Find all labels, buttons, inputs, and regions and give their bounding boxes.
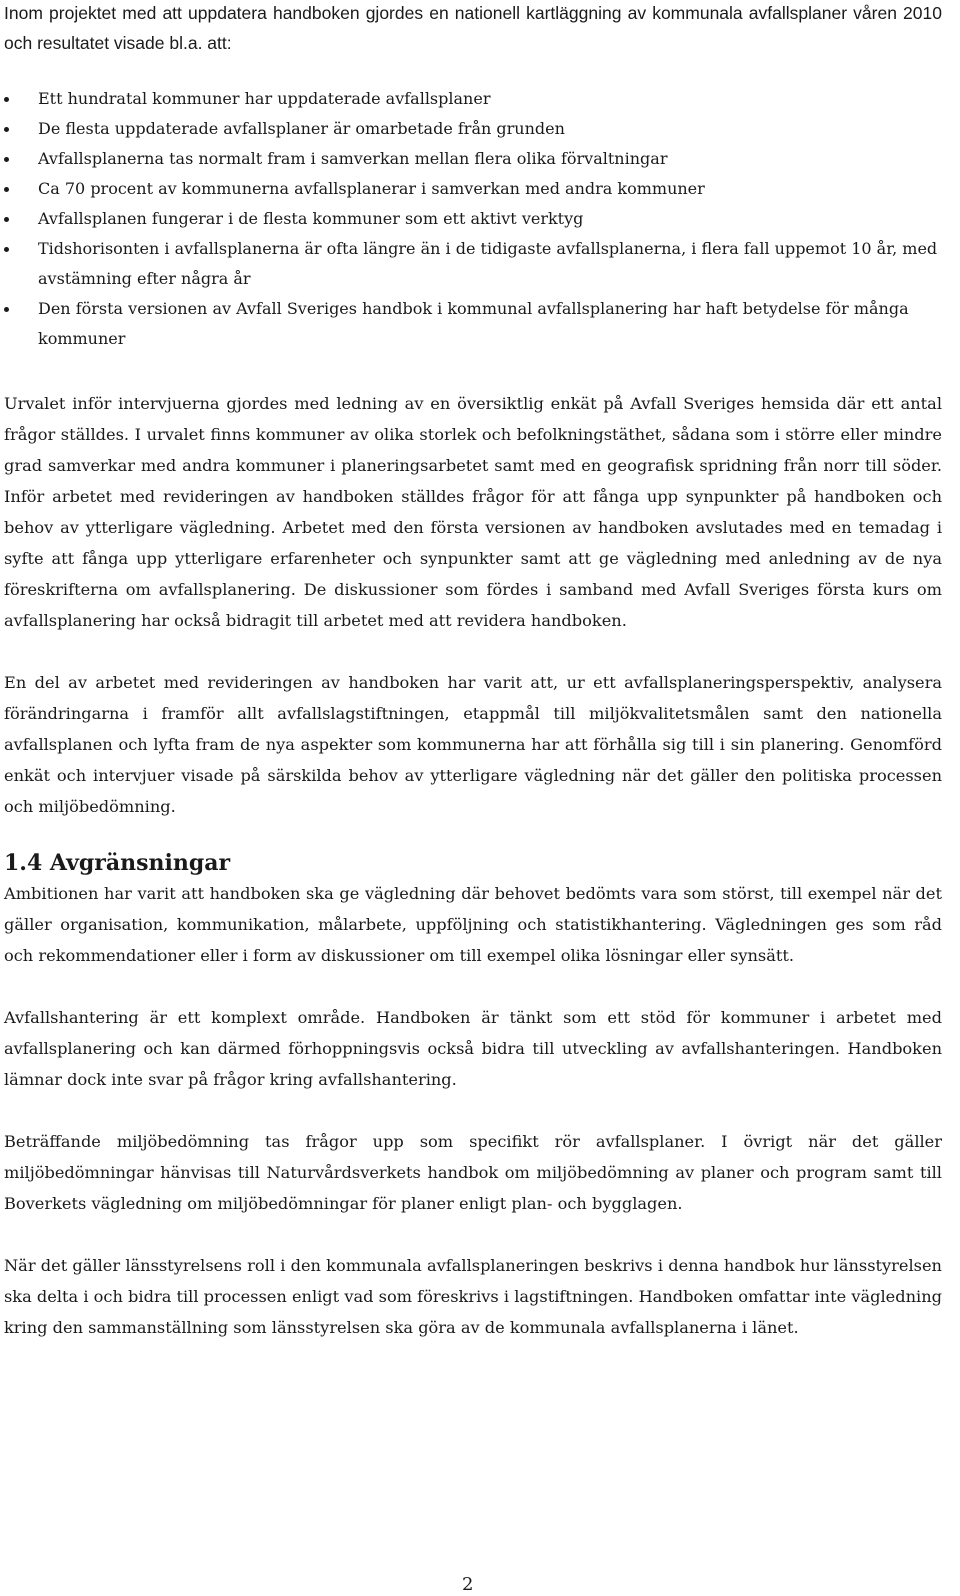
scope-paragraph-4: När det gäller länsstyrelsens roll i den kommunala avfallsplaneringen beskrivs i denna handbok hur länsstyrelsen ska delta i och bidra till processen enligt vad som föreskrivs i lagstiftningen. Handboken omfattar inte vägledning kring den sammanställning som länsstyrelsen ska göra av de kommunala avfallsplanerna i länet. xyxy=(4,1256,942,1337)
list-item xyxy=(4,294,942,354)
urvalet-paragraph: Urvalet inför intervjuerna gjordes med ledning av en översiktlig enkät på Avfall Sveriges hemsida där ett antal frågor ställdes. I urvalet finns kommuner av olika storlek och befolkningstäthet, sådana som i större eller mindre grad samverkar med andra kommuner i planeringsarbetet samt med en geografisk spridning från norr till söder. Inför arbetet med revideringen av handboken ställdes frågor för att fånga upp synpunkter på handboken och behov av ytterligare vägledning. Arbetet med den första versionen av handboken avslutades med en temadag i syfte att fånga upp ytterligare erfarenheter och synpunkter samt att ge vägledning med anledning av de nya föreskrifterna om avfallsplanering. De diskussioner som fördes i samband med Avfall Sveriges första kurs om avfallsplanering har också bidragit till arbetet med att revidera handboken. xyxy=(4,394,942,630)
bullet-icon xyxy=(4,307,9,312)
bullet-icon xyxy=(4,187,9,192)
findings-list xyxy=(4,84,942,354)
list-item xyxy=(4,234,942,294)
bullet-icon xyxy=(4,217,9,222)
bullet-icon xyxy=(4,157,9,162)
list-item-text: Tidshorisonten i avfallsplanerna är ofta längre än i de tidigaste avfallsplanerna, i flera fall uppemot 10 år, med avstämning efter några år xyxy=(38,239,938,288)
scope-paragraph-2: Avfallshantering är ett komplext område. Handboken är tänkt som ett stöd för kommuner i arbetet med avfallsplanering och kan därmed förhoppningsvis också bidra till utveckling av avfallshanteringen. Handboken lämnar dock inte svar på frågor kring avfallshantering. xyxy=(4,1008,942,1089)
bullet-icon xyxy=(4,97,9,102)
scope-paragraph-1: Ambitionen har varit att handboken ska ge vägledning där behovet bedömts vara som störst, till exempel när det gäller organisation, kommunikation, målarbete, uppföljning och statistikhantering. Vägledningen ges som råd och rekommendationer eller i form av diskussioner om till exempel olika lösningar eller synsätt. xyxy=(4,884,942,965)
bullet-icon xyxy=(4,247,9,252)
list-item-text: Avfallsplanerna tas normalt fram i samverkan mellan flera olika förvaltningar xyxy=(38,149,668,168)
list-item xyxy=(4,174,942,204)
list-item-text: Ca 70 procent av kommunerna avfallsplanerar i samverkan med andra kommuner xyxy=(38,179,705,198)
section-heading: 1.4 Avgränsningar xyxy=(4,850,231,876)
scope-paragraph-3: Beträffande miljöbedömning tas frågor upp som specifikt rör avfallsplaner. I övrigt när det gäller miljöbedömningar hänvisas till Naturvårdsverkets handbok om miljöbedömning av planer och program samt till Boverkets vägledning om miljöbedömningar för planer enligt plan- och bygglagen. xyxy=(4,1132,942,1213)
list-item-text: Ett hundratal kommuner har uppdaterade avfallsplaner xyxy=(38,89,491,108)
list-item xyxy=(4,114,942,144)
intro-paragraph: Inom projektet med att uppdatera handboken gjordes en nationell kartläggning av kommunala avfallsplaner våren 2010 och resultatet visade bl.a. att: xyxy=(4,3,942,53)
page-number: 2 xyxy=(462,1574,474,1595)
revision-paragraph: En del av arbetet med revideringen av handboken har varit att, ur ett avfallsplaneringsperspektiv, analysera förändringarna i framför allt avfallslagstiftningen, etappmål till miljökvalitetsmålen samt den nationella avfallsplanen och lyfta fram de nya aspekter som kommunerna har att förhålla sig till i sin planering. Genomförd enkät och intervjuer visade på särskilda behov av ytterligare vägledning när det gäller den politiska processen och miljöbedömning. xyxy=(4,673,942,816)
list-item xyxy=(4,144,942,174)
list-item-text: De flesta uppdaterade avfallsplaner är omarbetade från grunden xyxy=(38,119,565,138)
list-item-text: Avfallsplanen fungerar i de flesta kommuner som ett aktivt verktyg xyxy=(38,209,584,228)
bullet-icon xyxy=(4,127,9,132)
list-item-text: Den första versionen av Avfall Sveriges handbok i kommunal avfallsplanering har haft betydelse för många kommuner xyxy=(38,299,909,348)
list-item xyxy=(4,84,942,114)
list-item xyxy=(4,204,942,234)
document-page xyxy=(4,0,942,1343)
